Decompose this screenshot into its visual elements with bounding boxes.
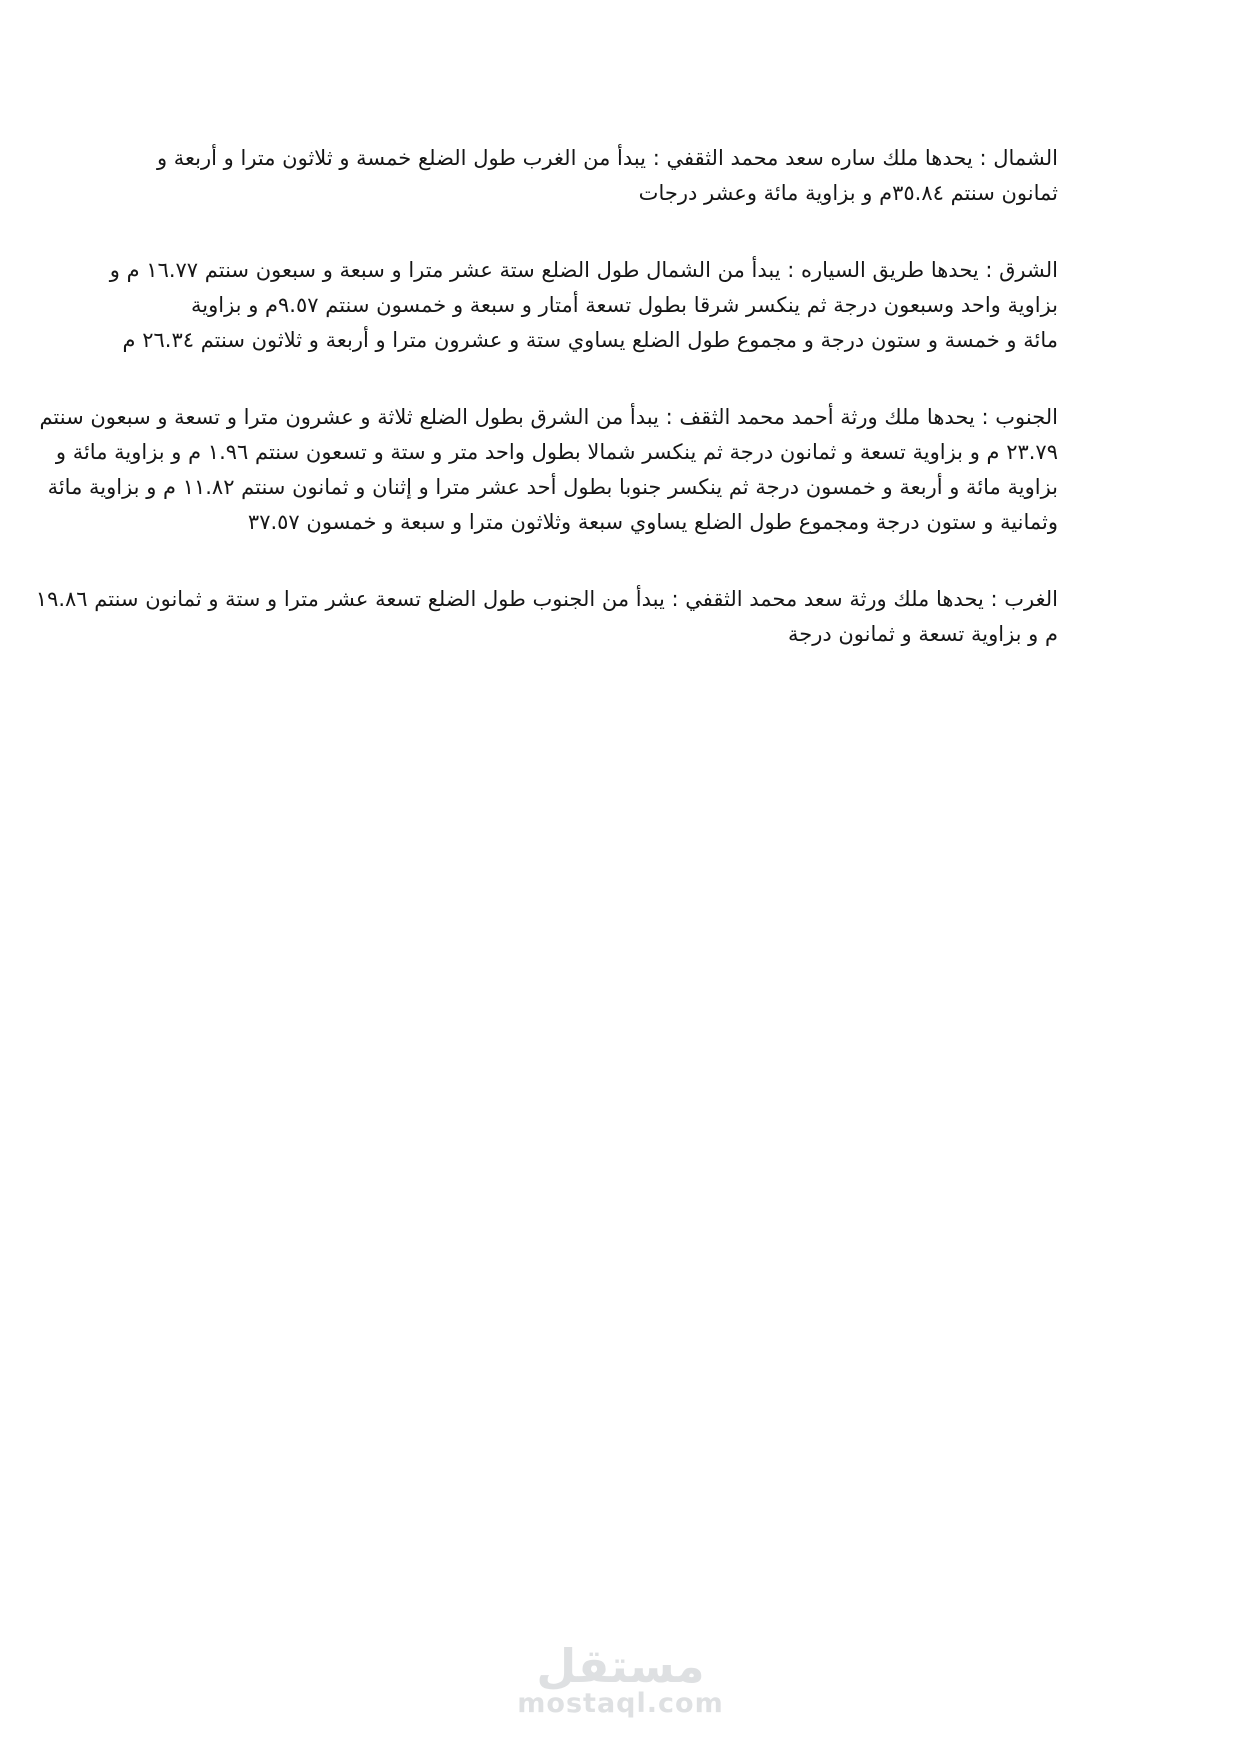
text-line: الشمال : يحدها ملك ساره سعد محمد الثقفي : يبدأ من الغرب طول الضلع خمسة و ثلاثون مترا و أربعة و [156,146,1058,170]
text-line: الغرب : يحدها ملك ورثة سعد محمد الثقفي : يبدأ من الجنوب طول الضلع تسعة عشر مترا و ستة و ثمانون سنتم ١٩.٨٦ [35,587,1058,611]
text-line: ثمانون سنتم ٣٥.٨٤م و بزاوية مائة وعشر درجات [638,181,1058,205]
text-line: ٢٣.٧٩ م و بزاوية تسعة و ثمانون درجة ثم ينكسر شمالا بطول واحد متر و ستة و تسعون سنتم ١.٩٦ م و بزاوية مائة و [55,440,1058,464]
mostaql-logo: مستقل [536,1639,705,1693]
text-line: وثمانية و ستون درجة ومجموع طول الضلع يساوي سبعة وثلاثون مترا و سبعة و خمسون ٣٧.٥٧ [247,510,1058,534]
paragraph-north-boundary [128,141,1058,211]
text-line: بزاوية مائة و أربعة و خمسون درجة ثم ينكسر جنوبا بطول أحد عشر مترا و إثنان و ثمانون سنتم ١١.٨٢ م و بزاوية مائة [47,475,1058,499]
boundary-description-text [35,141,1058,694]
text-line: م و بزاوية تسعة و ثمانون درجة [787,622,1058,646]
mostaql-watermark [517,1639,724,1719]
text-line: مائة و خمسة و ستون درجة و مجموع طول الضلع يساوي ستة و عشرون مترا و أربعة و ثلاثون سنتم ٢٦.٣٤ م [122,328,1058,352]
text-line: الشرق : يحدها طريق السياره : يبدأ من الشمال طول الضلع ستة عشر مترا و سبعة و سبعون سنتم ١٦.٧٧ م و [109,258,1058,282]
paragraph-south-boundary [39,400,1058,540]
paragraph-west-boundary [35,582,1058,652]
text-line: الجنوب : يحدها ملك ورثة أحمد محمد الثقف : يبدأ من الشرق بطول الضلع ثلاثة و عشرون مترا و تسعة و سبعون سنتم [39,405,1058,429]
text-line: بزاوية واحد وسبعون درجة ثم ينكسر شرقا بطول تسعة أمتار و سبعة و خمسون سنتم ٩.٥٧م و بزاوية [191,293,1058,317]
mostaql-url-text: mostaql.com [517,1688,724,1719]
paragraph-east-boundary [109,253,1058,358]
